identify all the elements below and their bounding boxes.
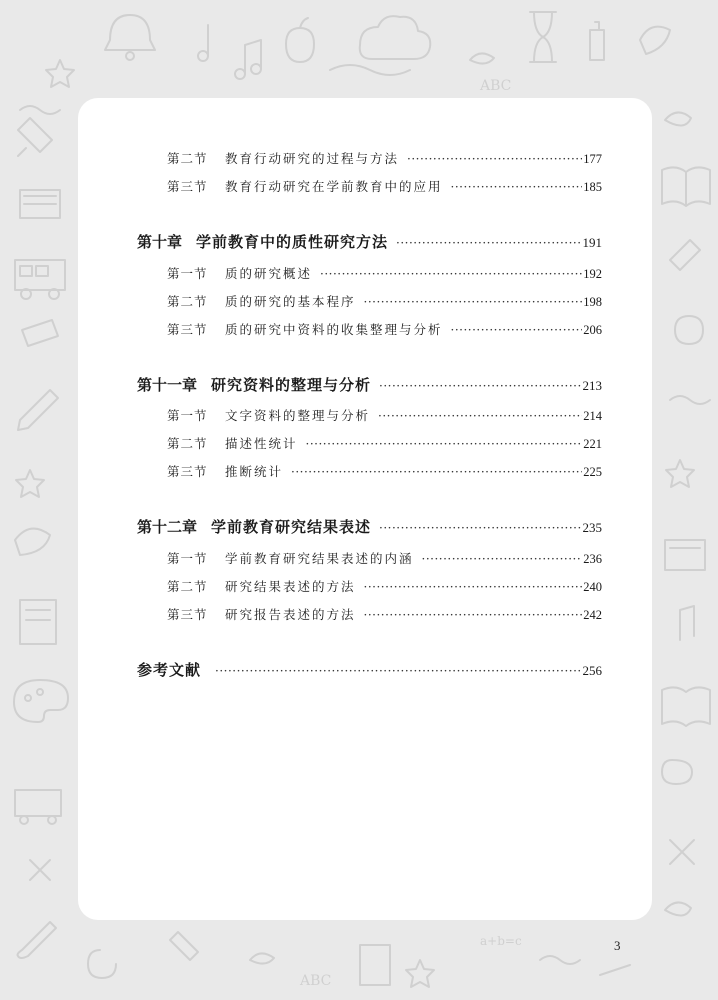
toc-leader-dots [378,409,582,423]
toc-entry-number: 第二节 [167,151,208,166]
toc-entry-number: 第一节 [167,266,208,281]
toc-entry-page: 214 [583,409,602,423]
toc-entry-title: 质的研究概述 [225,266,313,281]
toc-card [78,98,652,920]
toc-entry[interactable] [78,149,652,167]
toc-leader-dots [291,465,582,479]
toc-entry-number: 第二节 [167,579,208,594]
toc-leader-dots [407,152,582,166]
palette-icon [14,680,68,722]
toc-entry-page: 221 [583,437,602,451]
music-note-icon [198,25,261,79]
toc-chapter-page: 213 [582,378,602,393]
toc-entry[interactable] [78,462,652,480]
toc-chapter-page: 191 [582,235,602,250]
toc-entry-page: 198 [583,295,602,309]
toc-entry-number: 第一节 [167,551,208,566]
toc-entry[interactable] [78,264,652,282]
toc-chapter-page: 235 [582,520,602,535]
toc-chapter-number: 第十章 [137,233,183,251]
toc-entry-number: 第三节 [167,464,208,479]
toc-entry-page: 177 [583,152,602,166]
toc-leader-dots [320,267,582,281]
toc-entry-title: 质的研究的基本程序 [225,294,356,309]
toc-leader-dots [379,521,581,535]
toc-leader-dots [396,236,581,250]
bus-icon [15,260,65,299]
toc-entry[interactable] [78,605,652,623]
svg-text:a+b=c: a+b=c [480,934,522,948]
toc-entry-page: 206 [583,323,602,337]
hourglass-icon [530,12,556,62]
toc-entry[interactable] [78,434,652,452]
toc-chapter-page: 256 [582,663,602,678]
apple-icon [286,18,314,62]
toc-entry-page: 242 [583,608,602,622]
page-number: 3 [614,938,621,953]
toc-entry-page: 225 [583,465,602,479]
toc-entry-number: 第三节 [167,607,208,622]
paintbrush-icon [18,922,57,958]
svg-text:ABC: ABC [300,973,332,989]
toc-leader-dots [306,437,583,451]
toc-leader-dots [364,608,583,622]
toc-entry[interactable] [78,577,652,595]
toc-leader-dots [364,295,583,309]
toc-entry-page: 185 [583,180,602,194]
toc-entry-title: 文字资料的整理与分析 [225,408,371,423]
toc-entry[interactable] [78,320,652,338]
toc-entry-number: 第二节 [167,294,208,309]
toc-entry-number: 第三节 [167,322,208,337]
toc-entry-number: 第二节 [167,436,208,451]
toc-entry[interactable] [78,549,652,567]
toc-chapter-title: 研究资料的整理与分析 [211,376,372,394]
toc-chapter[interactable] [78,231,652,252]
toc-chapter-number: 第十二章 [137,518,198,536]
star-icon [46,60,74,87]
toc-chapter-title: 参考文献 [137,661,202,679]
toc-entry[interactable] [78,292,652,310]
test-tube-icon [18,118,52,156]
toc-leader-dots [364,580,583,594]
toc-leader-dots [422,552,583,566]
toc-leader-dots [451,323,583,337]
toc-entry-page: 192 [583,267,602,281]
toc-entry[interactable] [78,177,652,195]
bell-icon [105,15,155,60]
toc-leader-dots [215,664,581,678]
svg-text:ABC: ABC [480,78,512,94]
toc-entry-title: 研究报告表述的方法 [225,607,356,622]
cloud-icon [360,16,431,59]
toc-entry-title: 教育行动研究的过程与方法 [225,151,400,166]
pencil-icon [18,390,58,430]
toc-entry-title: 质的研究中资料的收集整理与分析 [225,322,443,337]
toc-chapter-title: 学前教育研究结果表述 [211,518,372,536]
toc-chapter-title: 学前教育中的质性研究方法 [196,233,389,251]
toc-entry-title: 教育行动研究在学前教育中的应用 [225,179,443,194]
toc-entry-title: 推断统计 [225,464,284,479]
toc-entry-title: 描述性统计 [225,436,298,451]
toc-entry-number: 第一节 [167,408,208,423]
toc-chapter[interactable] [78,374,652,395]
toc-entry-title: 学前教育研究结果表述的内涵 [225,551,414,566]
toc-leader-dots [451,180,583,194]
book-icon [662,167,710,206]
toc-references[interactable] [78,659,652,680]
toc-entry-page: 240 [583,580,602,594]
toc-chapter[interactable] [78,516,652,537]
toc-chapter-number: 第十一章 [137,376,198,394]
toc-leader-dots [379,379,581,393]
toc-entry-number: 第三节 [167,179,208,194]
toc-entry[interactable] [78,406,652,424]
toc-entry-page: 236 [583,552,602,566]
toc-entry-title: 研究结果表述的方法 [225,579,356,594]
